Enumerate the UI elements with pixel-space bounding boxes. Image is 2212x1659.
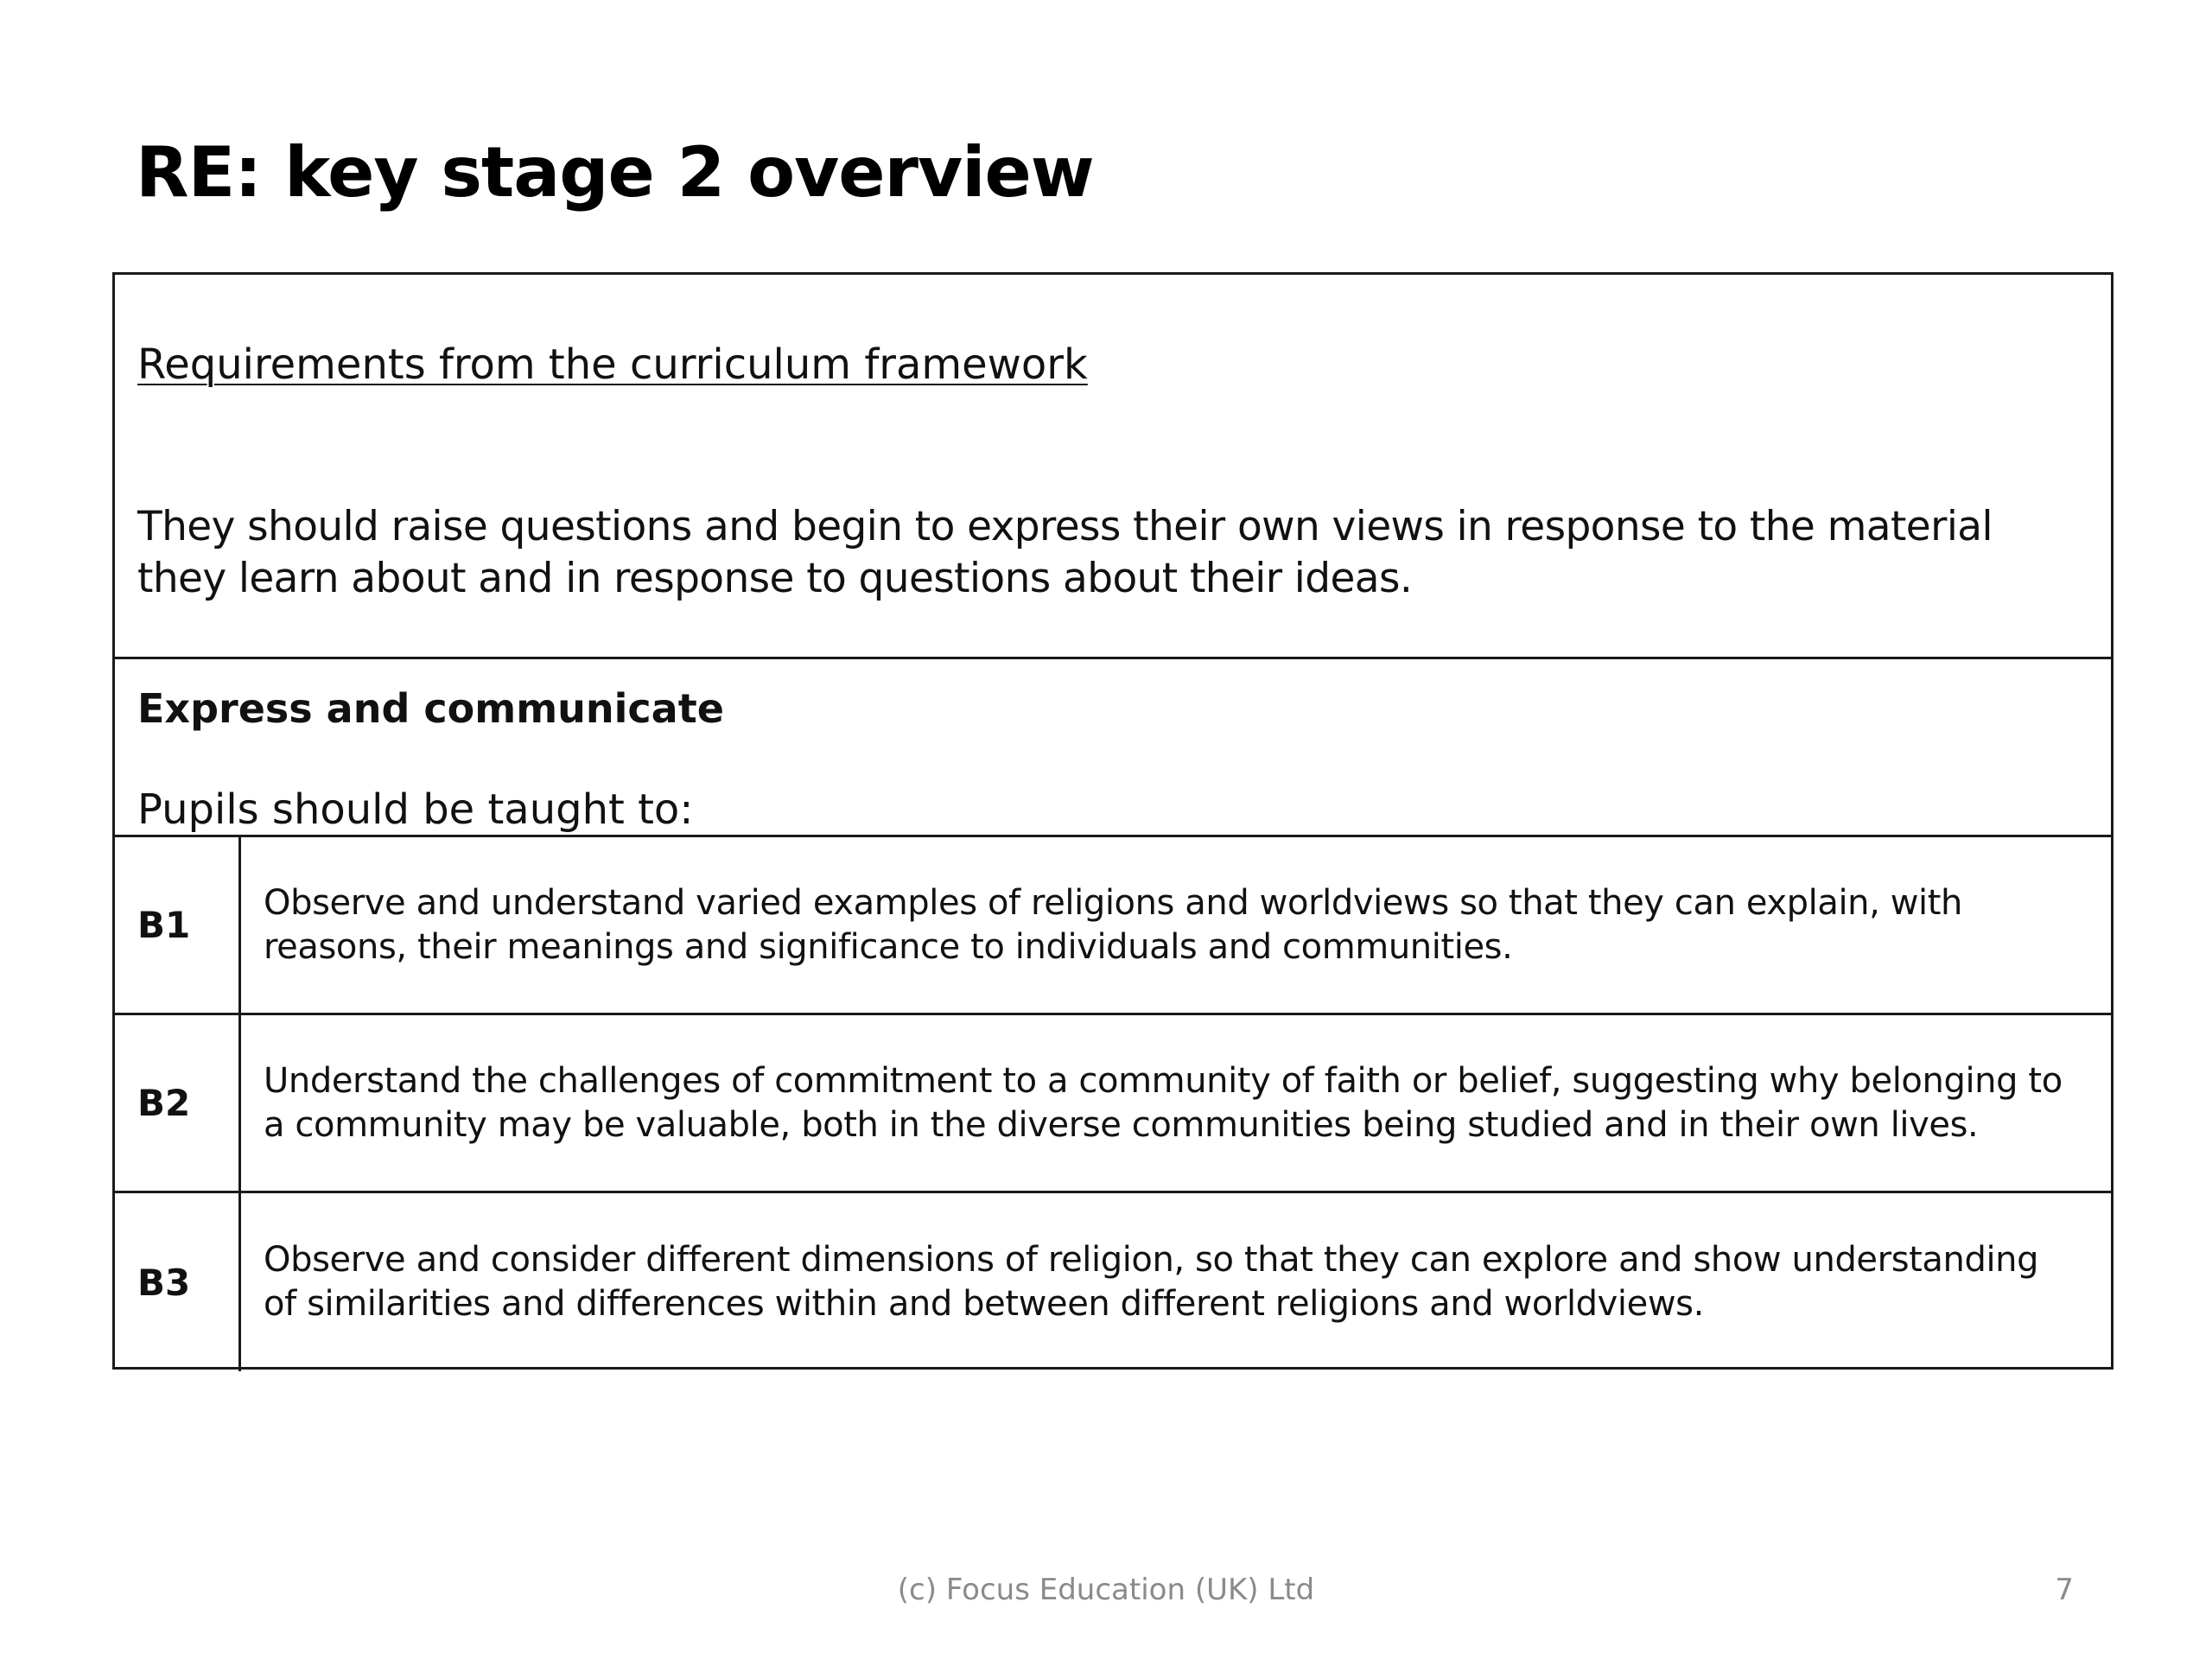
page-number: 7 — [2055, 1573, 2074, 1607]
row-code: B3 — [115, 1193, 241, 1371]
table-row-b1 — [115, 837, 2111, 1015]
row-text — [241, 1015, 2111, 1191]
page-title: RE: key stage 2 overview — [136, 132, 1094, 213]
row-code: B1 — [115, 837, 241, 1013]
row-text-content: Understand the challenges of commitment to a community of faith or belief, suggesting why belonging to a community may be valuable, both in the diverse communities being studied and in their own lives. — [264, 1060, 2063, 1145]
row-text — [241, 837, 2111, 1013]
requirements-heading: Requirements from the curriculum framework — [137, 340, 1088, 389]
row-text — [241, 1193, 2111, 1371]
table-row-b2 — [115, 1015, 2111, 1193]
requirements-section — [115, 275, 2111, 659]
row-text-content: Observe and consider different dimensions of religion, so that they can explore and show understanding of similarities and differences within and between different religions and worldviews. — [264, 1240, 2039, 1324]
row-text-content: Observe and understand varied examples of religions and worldviews so that they can explain, with reasons, their meanings and significance to individuals and communities. — [264, 882, 1963, 967]
requirements-body: They should raise questions and begin to express their own views in response to the material they learn about and in response to questions about their ideas. — [137, 503, 1993, 602]
express-subheading: Pupils should be taught to: — [137, 785, 694, 834]
express-section — [115, 659, 2111, 837]
row-code: B2 — [115, 1015, 241, 1191]
express-heading: Express and communicate — [137, 685, 724, 732]
curriculum-table — [112, 272, 2113, 1370]
footer-copyright: (c) Focus Education (UK) Ltd — [897, 1573, 1315, 1607]
table-row-b3 — [115, 1193, 2111, 1371]
